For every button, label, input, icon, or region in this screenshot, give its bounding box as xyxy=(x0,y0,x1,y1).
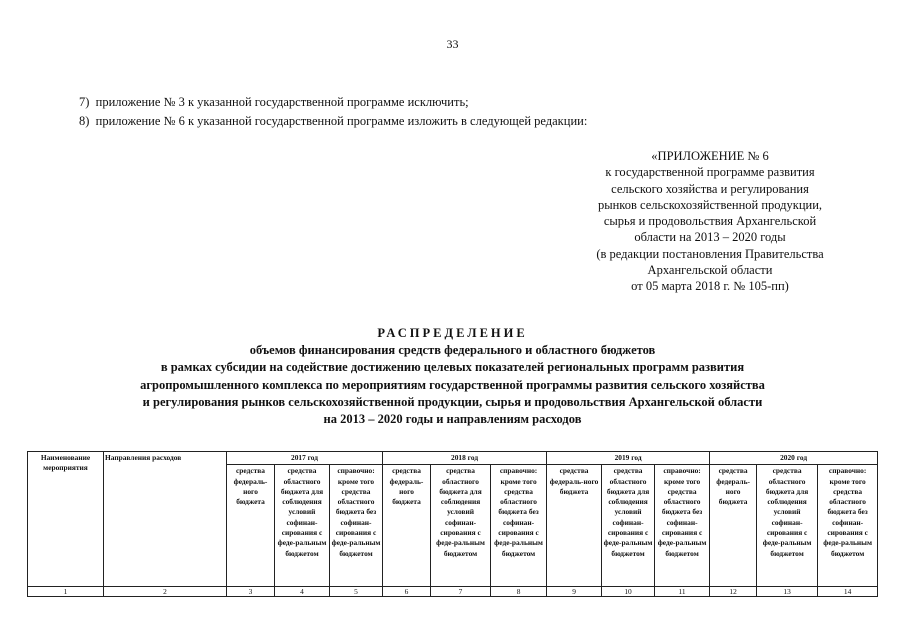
title-line: агропромышленного комплекса по мероприятиям государственной программы развития сельского хозяйства xyxy=(140,377,765,392)
column-number-row xyxy=(28,587,878,597)
document-title xyxy=(40,325,865,428)
appendix-line: к государственной программе развития xyxy=(605,165,815,180)
column-number: 13 xyxy=(757,587,818,597)
page-number: 33 xyxy=(446,37,459,51)
header-direction: Направления расходов xyxy=(104,452,227,587)
title-line: и регулирования рынков сельскохозяйственной продукции, сырья и продовольствия Архангельской области xyxy=(142,394,763,409)
column-number: 14 xyxy=(818,587,878,597)
column-number: 10 xyxy=(602,587,655,597)
column-number: 12 xyxy=(710,587,757,597)
appendix-line: Архангельской области xyxy=(647,263,773,278)
column-number: 6 xyxy=(383,587,431,597)
title-heading: РАСПРЕДЕЛЕНИЕ xyxy=(377,326,528,340)
list-item: 8) приложение № 6 к указанной государственной программе изложить в следующей редакции: xyxy=(79,114,588,128)
subheader-federal: средства федераль-ного бюджета xyxy=(547,465,602,587)
column-number: 11 xyxy=(655,587,710,597)
column-number: 7 xyxy=(431,587,491,597)
subheader-federal: средства федераль-ного бюджета xyxy=(383,465,431,587)
appendix-line: «ПРИЛОЖЕНИЕ № 6 xyxy=(651,149,769,163)
appendix-block xyxy=(560,148,860,295)
header-year-2017: 2017 год xyxy=(227,452,383,465)
subheader-regional-cofinancing: средства областного бюджета для соблюдения условий софинан-сирования с феде-ральным бюджетом xyxy=(602,465,655,587)
subheader-federal: средства федераль-ного бюджета xyxy=(710,465,757,587)
column-number: 2 xyxy=(104,587,227,597)
list-item: 7) приложение № 3 к указанной государственной программе исключить; xyxy=(79,95,469,109)
subheader-regional-extra: справочно: кроме того средства областного бюджета без софинан-сирования с феде-ральным бюджетом xyxy=(330,465,383,587)
column-number: 8 xyxy=(491,587,547,597)
appendix-line: от 05 марта 2018 г. № 105-пп) xyxy=(631,279,789,294)
header-event: Наименование мероприятия xyxy=(28,452,104,587)
subheader-federal: средства федераль-ного бюджета xyxy=(227,465,275,587)
appendix-line: (в редакции постановления Правительства xyxy=(596,246,824,261)
appendix-line: области на 2013 – 2020 годы xyxy=(634,230,786,245)
column-number: 4 xyxy=(275,587,330,597)
title-line: на 2013 – 2020 годы и направлениям расходов xyxy=(323,412,582,427)
column-number: 5 xyxy=(330,587,383,597)
budget-table xyxy=(27,451,878,597)
appendix-line: сырья и продовольствия Архангельской xyxy=(603,214,817,229)
subheader-regional-extra: справочно: кроме того средства областного бюджета без софинан-сирования с феде-ральным бюджетом xyxy=(491,465,547,587)
subheader-regional-extra: справочно: кроме того средства областного бюджета без софинан-сирования с феде-ральным бюджетом xyxy=(818,465,878,587)
subheader-regional-cofinancing: средства областного бюджета для соблюдения условий софинан-сирования с феде-ральным бюджетом xyxy=(431,465,491,587)
header-year-2020: 2020 год xyxy=(710,452,878,465)
header-year-2018: 2018 год xyxy=(383,452,547,465)
header-year-2019: 2019 год xyxy=(547,452,710,465)
title-line: объемов финансирования средств федерального и областного бюджетов xyxy=(249,343,656,358)
appendix-line: рынков сельскохозяйственной продукции, xyxy=(597,197,823,212)
column-number: 1 xyxy=(28,587,104,597)
subheader-regional-extra: справочно: кроме того средства областного бюджета без софинан-сирования с феде-ральным бюджетом xyxy=(655,465,710,587)
subheader-regional-cofinancing: средства областного бюджета для соблюдения условий софинан-сирования с феде-ральным бюджетом xyxy=(275,465,330,587)
subheader-regional-cofinancing: средства областного бюджета для соблюдения условий софинан-сирования с феде-ральным бюджетом xyxy=(757,465,818,587)
appendix-line: сельского хозяйства и регулирования xyxy=(611,181,809,196)
title-line: в рамках субсидии на содействие достижению целевых показателей региональных программ развития xyxy=(160,360,745,375)
column-number: 9 xyxy=(547,587,602,597)
column-number: 3 xyxy=(227,587,275,597)
